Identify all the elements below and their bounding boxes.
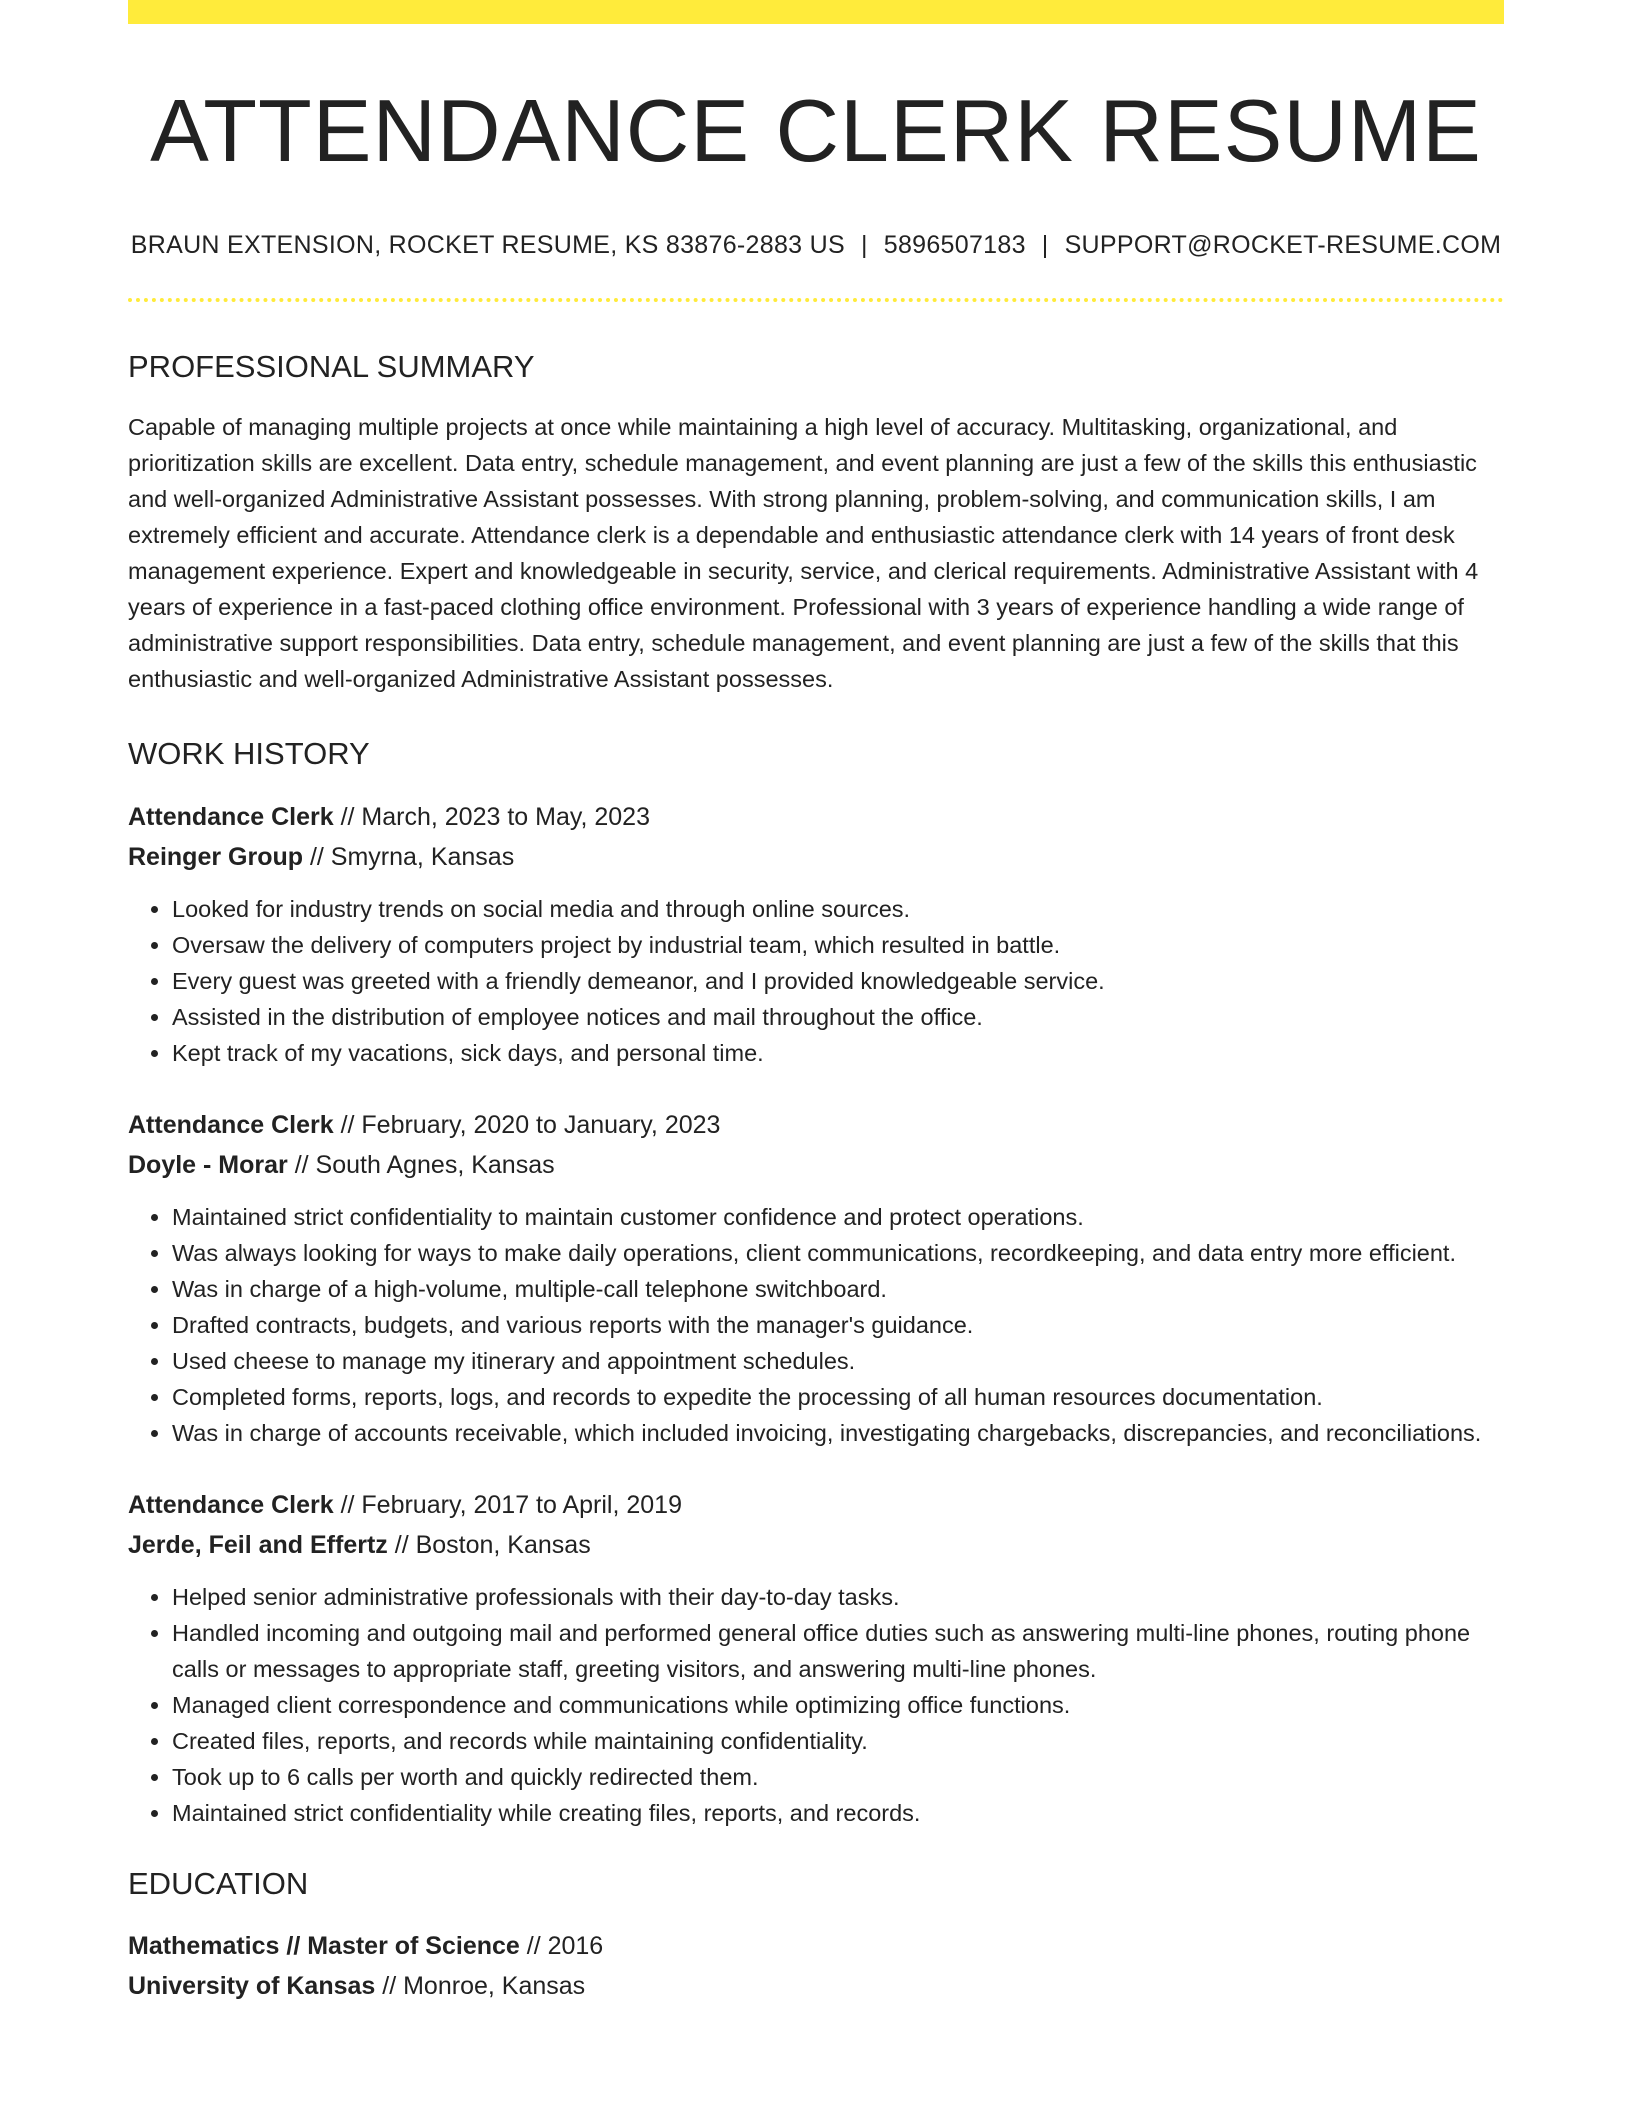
job-bullet: • Created files, reports, and records while maintaining confidentiality. xyxy=(172,1723,1504,1759)
education-entry xyxy=(128,1926,1504,2006)
job-company-line xyxy=(128,837,1504,877)
contact-phone: 5896507183 xyxy=(883,231,1026,260)
job-bullet: • Looked for industry trends on social media and through online sources. xyxy=(172,891,1504,927)
job-bullets xyxy=(128,1579,1504,1831)
education-heading: EDUCATION xyxy=(128,1865,309,1901)
contact-separator: | xyxy=(860,231,868,260)
job-bullet: • Managed client correspondence and communications while optimizing office functions. xyxy=(172,1687,1504,1723)
job-company: Doyle - Morar xyxy=(128,1150,288,1179)
education-school-line xyxy=(128,1966,1504,2006)
resume-page xyxy=(128,0,1504,2006)
job-entry xyxy=(128,1485,1504,1831)
job-title-line xyxy=(128,1485,1504,1525)
job-bullet: • Helped senior administrative professionals with their day-to-day tasks. xyxy=(172,1579,1504,1615)
contact-line xyxy=(128,231,1504,260)
job-bullet: • Maintained strict confidentiality while creating files, reports, and records. xyxy=(172,1795,1504,1831)
job-dates: // March, 2023 to May, 2023 xyxy=(333,802,650,831)
education-degree: Mathematics // Master of Science xyxy=(128,1931,520,1960)
job-bullet: • Took up to 6 calls per worth and quickly redirected them. xyxy=(172,1759,1504,1795)
job-location: // Smyrna, Kansas xyxy=(303,842,515,871)
work-history-heading: WORK HISTORY xyxy=(128,736,370,772)
job-bullet: • Was in charge of accounts receivable, which included invoicing, investigating chargebacks, discrepancies, and reconciliations. xyxy=(172,1415,1504,1451)
job-title: Attendance Clerk xyxy=(128,1110,334,1139)
header-divider xyxy=(128,298,1504,302)
job-title: Attendance Clerk xyxy=(128,1490,334,1519)
job-title: Attendance Clerk xyxy=(128,802,334,831)
contact-email: SUPPORT@ROCKET-RESUME.COM xyxy=(1064,231,1502,260)
contact-address: BRAUN EXTENSION, ROCKET RESUME, KS 83876-2883 US xyxy=(130,231,845,260)
job-company-line xyxy=(128,1145,1504,1185)
job-entry xyxy=(128,797,1504,1071)
summary-heading: PROFESSIONAL SUMMARY xyxy=(128,349,535,385)
job-bullets xyxy=(128,891,1504,1071)
job-location: // Boston, Kansas xyxy=(387,1530,591,1559)
job-bullet: • Every guest was greeted with a friendly demeanor, and I provided knowledgeable service. xyxy=(172,963,1504,999)
page-title: ATTENDANCE CLERK RESUME xyxy=(150,81,1482,180)
education-school: University of Kansas xyxy=(128,1971,376,2000)
education-location: // Monroe, Kansas xyxy=(375,1971,586,2000)
job-dates: // February, 2017 to April, 2019 xyxy=(333,1490,682,1519)
job-bullet: • Handled incoming and outgoing mail and performed general office duties such as answering multi-line phones, routing phone calls or messages to appropriate staff, greeting visitors, and answering multi-line phones. xyxy=(172,1615,1504,1687)
job-company: Jerde, Feil and Effertz xyxy=(128,1530,388,1559)
job-bullet: • Maintained strict confidentiality to maintain customer confidence and protect operations. xyxy=(172,1199,1504,1235)
education-year: // 2016 xyxy=(519,1931,604,1960)
job-bullet: • Drafted contracts, budgets, and various reports with the manager's guidance. xyxy=(172,1307,1504,1343)
job-bullets xyxy=(128,1199,1504,1451)
job-bullet: • Kept track of my vacations, sick days, and personal time. xyxy=(172,1035,1504,1071)
job-title-line xyxy=(128,797,1504,837)
job-company-line xyxy=(128,1525,1504,1565)
job-dates: // February, 2020 to January, 2023 xyxy=(333,1110,721,1139)
job-bullet: • Oversaw the delivery of computers project by industrial team, which resulted in battle. xyxy=(172,927,1504,963)
job-company: Reinger Group xyxy=(128,842,304,871)
education-degree-line xyxy=(128,1926,1504,1966)
job-bullet: • Completed forms, reports, logs, and records to expedite the processing of all human resources documentation. xyxy=(172,1379,1504,1415)
job-bullet: • Was always looking for ways to make daily operations, client communications, recordkeeping, and data entry more efficient. xyxy=(172,1235,1504,1271)
summary-text: Capable of managing multiple projects at once while maintaining a high level of accuracy. Multitasking, organizational, and prioritization skills are excellent. Data entry, schedule management, and event planning are just a few of the skills this enthusiastic and well-organized Administrative Assistant possesses. With strong planning, problem-solving, and communication skills, I am extremely efficient and accurate. Attendance clerk is a dependable and enthusiastic attendance clerk with 14 years of front desk management experience. Expert and knowledgeable in security, service, and clerical requirements. Administrative Assistant with 4 years of experience in a fast-paced clothing office environment. Professional with 3 years of experience handling a wide range of administrative support responsibilities. Data entry, schedule management, and event planning are just a few of the skills that this enthusiastic and well-organized Administrative Assistant possesses. xyxy=(128,414,1479,693)
job-bullet: • Was in charge of a high-volume, multiple-call telephone switchboard. xyxy=(172,1271,1504,1307)
job-entry xyxy=(128,1105,1504,1451)
contact-separator: | xyxy=(1041,231,1049,260)
job-title-line xyxy=(128,1105,1504,1145)
job-bullet: • Used cheese to manage my itinerary and appointment schedules. xyxy=(172,1343,1504,1379)
top-accent-bar xyxy=(128,0,1504,24)
job-location: // South Agnes, Kansas xyxy=(287,1150,555,1179)
job-bullet: • Assisted in the distribution of employee notices and mail throughout the office. xyxy=(172,999,1504,1035)
